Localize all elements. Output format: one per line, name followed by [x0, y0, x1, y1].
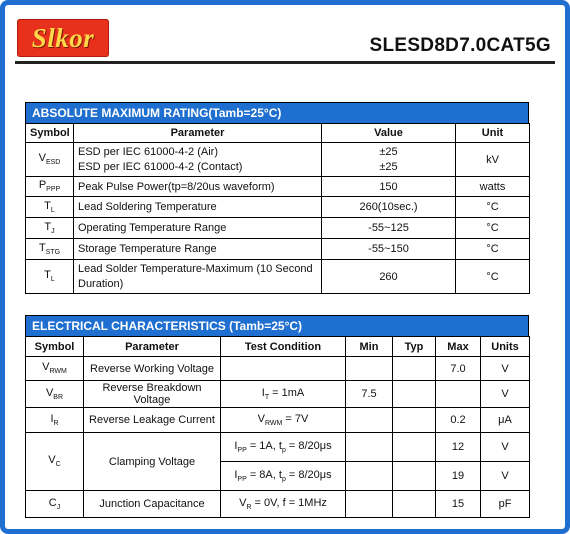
unit-cell: V: [481, 462, 530, 491]
table-row: [26, 218, 530, 239]
unit-cell: °C: [456, 197, 530, 218]
min-cell: [346, 433, 393, 462]
typ-cell: [393, 491, 436, 518]
col-header: Symbol: [26, 124, 74, 143]
max-cell: 15: [436, 491, 481, 518]
condition-cell: [221, 357, 346, 381]
symbol-cell: $V_{BR}$: [26, 381, 84, 408]
min-cell: [346, 491, 393, 518]
table-header-row: [26, 337, 530, 357]
symbol-cell: $T_L$: [26, 260, 74, 294]
parameter-cell: Lead Solder Temperature-Maximum (10 Second Duration): [74, 260, 322, 294]
symbol-cell: $V_C$: [26, 433, 84, 491]
typ-cell: [393, 462, 436, 491]
col-header: Value: [322, 124, 456, 143]
unit-cell: °C: [456, 218, 530, 239]
col-header: Typ: [393, 337, 436, 357]
col-header: Units: [481, 337, 530, 357]
unit-cell: V: [481, 381, 530, 408]
unit-cell: watts: [456, 177, 530, 197]
parameter-cell: Operating Temperature Range: [74, 218, 322, 239]
brand-logo: [17, 19, 109, 57]
parameter-cell: Reverse Leakage Current: [84, 408, 221, 433]
unit-cell: V: [481, 357, 530, 381]
condition-cell: $V_R = 0V$, f = 1MHz: [221, 491, 346, 518]
table-row: [26, 143, 530, 177]
parameter-cell: Peak Pulse Power(tp=8/20us waveform): [74, 177, 322, 197]
unit-cell: μA: [481, 408, 530, 433]
max-cell: [436, 381, 481, 408]
value-cell: -55~125: [322, 218, 456, 239]
min-cell: 7.5: [346, 381, 393, 408]
min-cell: [346, 408, 393, 433]
col-header: Symbol: [26, 337, 84, 357]
condition-cell: $I_{PP} = 1A$, $t_p = 8/20\mu s$: [221, 433, 346, 462]
table-row: [26, 381, 530, 408]
unit-cell: pF: [481, 491, 530, 518]
table-row: [26, 408, 530, 433]
electrical-section: [25, 315, 529, 518]
unit-cell: °C: [456, 239, 530, 260]
typ-cell: [393, 381, 436, 408]
value-cell: ±25 ±25: [322, 143, 456, 177]
parameter-cell: Clamping Voltage: [84, 433, 221, 491]
symbol-cell: $T_J$: [26, 218, 74, 239]
max-cell: 12: [436, 433, 481, 462]
electrical-table: [25, 336, 530, 518]
max-cell: 0.2: [436, 408, 481, 433]
condition-cell: $V_{RWM} = 7V$: [221, 408, 346, 433]
col-header: Test Condition: [221, 337, 346, 357]
unit-cell: V: [481, 433, 530, 462]
symbol-cell: $P_{PPP}$: [26, 177, 74, 197]
table-row: [26, 239, 530, 260]
col-header: Min: [346, 337, 393, 357]
typ-cell: [393, 433, 436, 462]
part-number: SLESD8D7.0CAT5G: [369, 35, 551, 56]
table-row: [26, 357, 530, 381]
unit-cell: °C: [456, 260, 530, 294]
condition-cell: $I_{PP} = 8A$, $t_p = 8/20\mu s$: [221, 462, 346, 491]
absolute-max-section: [25, 102, 529, 294]
col-header: Max: [436, 337, 481, 357]
table-row: [26, 433, 530, 462]
parameter-cell: Lead Soldering Temperature: [74, 197, 322, 218]
max-cell: 19: [436, 462, 481, 491]
condition-cell: $I_T = 1mA$: [221, 381, 346, 408]
table-header-row: [26, 124, 530, 143]
min-cell: [346, 357, 393, 381]
symbol-cell: $T_{STG}$: [26, 239, 74, 260]
max-cell: 7.0: [436, 357, 481, 381]
parameter-cell: ESD per IEC 61000-4-2 (Air) ESD per IEC 61000-4-2 (Contact): [74, 143, 322, 177]
parameter-cell: Reverse Breakdown Voltage: [84, 381, 221, 408]
symbol-cell: $V_{RWM}$: [26, 357, 84, 381]
absolute-max-title: ABSOLUTE MAXIMUM RATING(Tamb=25°C): [25, 102, 529, 123]
value-cell: 260(10sec.): [322, 197, 456, 218]
value-cell: 260: [322, 260, 456, 294]
symbol-cell: $I_R$: [26, 408, 84, 433]
parameter-cell: Reverse Working Voltage: [84, 357, 221, 381]
logo-text: Slkor: [31, 23, 95, 53]
col-header: Parameter: [84, 337, 221, 357]
typ-cell: [393, 357, 436, 381]
table-row: [26, 491, 530, 518]
symbol-cell: $T_L$: [26, 197, 74, 218]
value-cell: -55~150: [322, 239, 456, 260]
electrical-title: ELECTRICAL CHARACTERISTICS (Tamb=25°C): [25, 315, 529, 336]
parameter-cell: Storage Temperature Range: [74, 239, 322, 260]
symbol-cell: $C_J$: [26, 491, 84, 518]
col-header: Parameter: [74, 124, 322, 143]
unit-cell: kV: [456, 143, 530, 177]
symbol-cell: $V_{ESD}$: [26, 143, 74, 177]
col-header: Unit: [456, 124, 530, 143]
parameter-cell: Junction Capacitance: [84, 491, 221, 518]
min-cell: [346, 462, 393, 491]
table-row: [26, 177, 530, 197]
absolute-max-table: [25, 123, 530, 294]
table-row: [26, 260, 530, 294]
typ-cell: [393, 408, 436, 433]
table-row: [26, 197, 530, 218]
header-divider: [15, 61, 555, 64]
value-cell: 150: [322, 177, 456, 197]
